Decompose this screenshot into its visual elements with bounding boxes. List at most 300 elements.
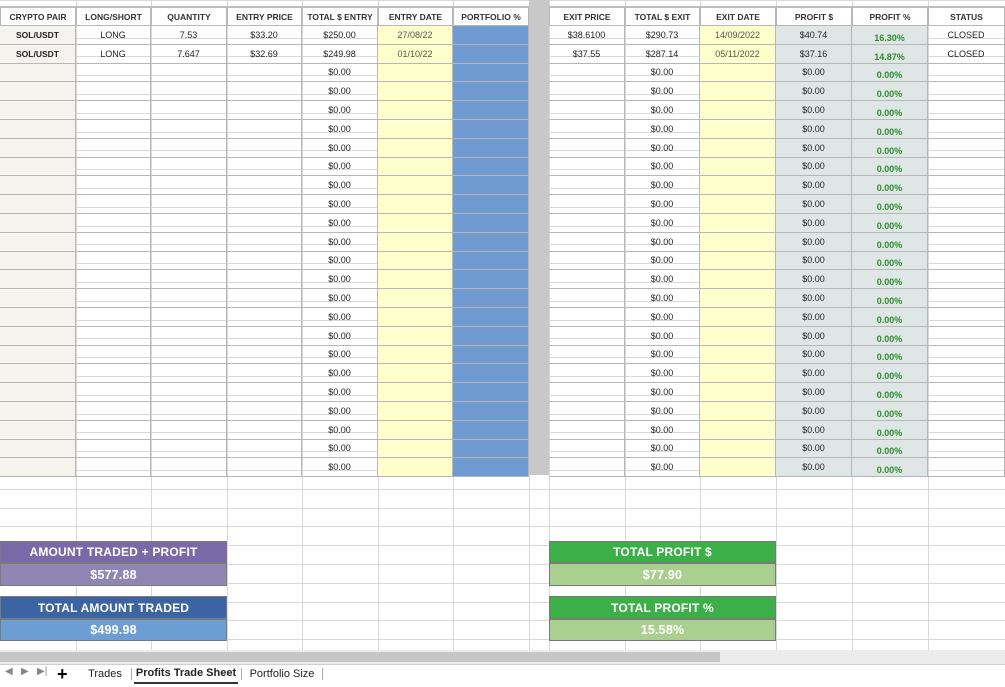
table-cell[interactable] [151,139,227,158]
table-cell[interactable] [928,289,1005,308]
table-cell[interactable]: 0.00% [852,195,928,214]
table-cell[interactable] [700,120,776,139]
table-cell[interactable] [227,383,302,402]
table-cell[interactable] [928,64,1005,83]
table-cell[interactable] [700,421,776,440]
table-cell[interactable]: $0.00 [776,289,852,308]
table-cell[interactable]: 0.00% [852,402,928,421]
table-cell[interactable] [378,64,453,83]
table-cell[interactable]: $0.00 [776,308,852,327]
table-cell[interactable] [453,383,529,402]
table-cell[interactable]: $0.00 [302,440,378,459]
column-header[interactable]: LONG/SHORT [76,6,151,26]
table-cell[interactable]: $0.00 [776,364,852,383]
table-cell[interactable] [151,252,227,271]
table-cell[interactable]: 01/10/22 [378,45,453,64]
table-cell[interactable] [453,364,529,383]
table-cell[interactable] [928,383,1005,402]
table-cell[interactable]: $249.98 [302,45,378,64]
table-cell[interactable] [549,195,625,214]
table-cell[interactable] [76,402,151,421]
table-cell[interactable] [928,346,1005,365]
table-cell[interactable] [227,195,302,214]
table-cell[interactable] [453,458,529,477]
table-cell[interactable] [378,346,453,365]
table-cell[interactable]: 27/08/22 [378,26,453,45]
table-cell[interactable] [227,289,302,308]
table-cell[interactable] [928,176,1005,195]
table-cell[interactable]: $0.00 [302,233,378,252]
table-cell[interactable]: 0.00% [852,289,928,308]
table-cell[interactable]: $0.00 [776,176,852,195]
column-header[interactable]: ENTRY PRICE [227,6,302,26]
table-cell[interactable]: 0.00% [852,440,928,459]
table-cell[interactable] [928,440,1005,459]
column-header[interactable]: EXIT DATE [700,6,776,26]
table-cell[interactable] [549,346,625,365]
column-header[interactable]: STATUS [928,6,1005,26]
table-cell[interactable] [76,82,151,101]
table-cell[interactable] [0,440,76,459]
table-cell[interactable] [378,252,453,271]
table-cell[interactable] [76,176,151,195]
table-cell[interactable] [151,402,227,421]
table-cell[interactable] [378,139,453,158]
table-cell[interactable] [76,158,151,177]
table-cell[interactable] [549,402,625,421]
table-cell[interactable] [227,176,302,195]
table-cell[interactable]: 0.00% [852,364,928,383]
table-cell[interactable]: 0.00% [852,458,928,477]
table-cell[interactable]: 0.00% [852,120,928,139]
table-cell[interactable] [151,308,227,327]
table-cell[interactable]: $0.00 [776,120,852,139]
table-cell[interactable]: 0.00% [852,64,928,83]
table-cell[interactable]: 0.00% [852,327,928,346]
table-cell[interactable] [151,383,227,402]
table-cell[interactable]: LONG [76,45,151,64]
table-cell[interactable]: $0.00 [302,214,378,233]
column-header[interactable]: CRYPTO PAIR [0,6,76,26]
table-cell[interactable] [151,82,227,101]
table-cell[interactable] [453,289,529,308]
table-cell[interactable] [0,64,76,83]
table-cell[interactable]: $0.00 [776,64,852,83]
table-cell[interactable] [151,158,227,177]
table-cell[interactable] [549,364,625,383]
table-cell[interactable]: $0.00 [625,308,700,327]
table-cell[interactable]: $0.00 [302,176,378,195]
table-cell[interactable]: 7.647 [151,45,227,64]
nav-last-icon[interactable]: ▶| [37,666,48,677]
table-cell[interactable] [151,214,227,233]
table-cell[interactable] [549,421,625,440]
table-cell[interactable]: 14.87% [852,45,928,64]
table-cell[interactable] [378,289,453,308]
table-cell[interactable]: $0.00 [625,440,700,459]
table-cell[interactable] [549,233,625,252]
table-cell[interactable]: $0.00 [776,195,852,214]
table-cell[interactable] [227,327,302,346]
table-cell[interactable] [700,214,776,233]
table-cell[interactable]: 0.00% [852,233,928,252]
table-cell[interactable]: $250.00 [302,26,378,45]
table-cell[interactable] [0,327,76,346]
table-cell[interactable]: $0.00 [625,101,700,120]
table-cell[interactable]: $0.00 [302,158,378,177]
table-cell[interactable]: 16.30% [852,26,928,45]
table-cell[interactable] [928,101,1005,120]
table-cell[interactable]: $0.00 [625,383,700,402]
table-cell[interactable]: $0.00 [776,383,852,402]
table-cell[interactable] [700,270,776,289]
table-cell[interactable]: 0.00% [852,82,928,101]
table-cell[interactable]: $0.00 [625,458,700,477]
table-cell[interactable] [549,440,625,459]
table-cell[interactable] [0,383,76,402]
table-cell[interactable] [378,214,453,233]
nav-prev-icon[interactable]: ▶ [21,666,29,677]
table-cell[interactable] [76,233,151,252]
table-cell[interactable]: 0.00% [852,421,928,440]
table-cell[interactable]: $0.00 [776,101,852,120]
table-cell[interactable] [0,158,76,177]
table-cell[interactable] [151,421,227,440]
table-cell[interactable]: $0.00 [302,364,378,383]
table-cell[interactable] [0,233,76,252]
table-cell[interactable] [0,270,76,289]
table-cell[interactable] [378,364,453,383]
table-cell[interactable] [76,289,151,308]
table-cell[interactable] [700,327,776,346]
table-cell[interactable] [378,440,453,459]
table-cell[interactable] [378,327,453,346]
table-cell[interactable] [928,458,1005,477]
table-cell[interactable] [700,158,776,177]
table-cell[interactable]: $0.00 [302,308,378,327]
table-cell[interactable]: 05/11/2022 [700,45,776,64]
table-cell[interactable] [928,139,1005,158]
table-cell[interactable] [928,327,1005,346]
table-cell[interactable] [0,346,76,365]
table-cell[interactable] [700,139,776,158]
table-cell[interactable]: $0.00 [625,120,700,139]
table-cell[interactable] [378,101,453,120]
table-cell[interactable] [549,214,625,233]
table-cell[interactable]: $32.69 [227,45,302,64]
table-cell[interactable]: $287.14 [625,45,700,64]
table-cell[interactable] [76,214,151,233]
table-cell[interactable] [700,64,776,83]
table-cell[interactable] [453,252,529,271]
table-cell[interactable] [453,101,529,120]
table-cell[interactable]: $0.00 [625,346,700,365]
table-cell[interactable] [700,82,776,101]
table-cell[interactable] [0,101,76,120]
table-cell[interactable] [0,458,76,477]
table-cell[interactable] [549,176,625,195]
table-cell[interactable]: CLOSED [928,45,1005,64]
table-cell[interactable] [700,176,776,195]
table-cell[interactable] [76,195,151,214]
table-cell[interactable] [928,158,1005,177]
table-cell[interactable] [76,327,151,346]
table-cell[interactable] [378,120,453,139]
table-cell[interactable] [227,64,302,83]
table-cell[interactable] [378,270,453,289]
table-cell[interactable]: $0.00 [625,289,700,308]
table-cell[interactable] [378,308,453,327]
column-header[interactable]: PORTFOLIO % [453,6,529,26]
table-cell[interactable] [928,82,1005,101]
table-cell[interactable] [227,158,302,177]
table-cell[interactable]: 0.00% [852,270,928,289]
table-cell[interactable]: $0.00 [302,421,378,440]
table-cell[interactable]: $0.00 [776,233,852,252]
table-cell[interactable] [700,289,776,308]
table-cell[interactable] [453,346,529,365]
table-cell[interactable] [549,82,625,101]
table-cell[interactable] [227,120,302,139]
table-cell[interactable] [700,364,776,383]
table-cell[interactable]: 0.00% [852,101,928,120]
table-cell[interactable] [227,402,302,421]
table-cell[interactable] [0,308,76,327]
table-cell[interactable]: $0.00 [776,346,852,365]
table-cell[interactable] [0,176,76,195]
table-cell[interactable] [700,101,776,120]
table-cell[interactable] [76,421,151,440]
table-cell[interactable] [453,327,529,346]
table-cell[interactable] [227,346,302,365]
table-cell[interactable]: $0.00 [302,101,378,120]
table-cell[interactable]: $0.00 [302,383,378,402]
table-cell[interactable]: $0.00 [625,327,700,346]
table-cell[interactable] [378,195,453,214]
tab-profits-trade-sheet[interactable]: Profits Trade Sheet [134,664,238,684]
table-cell[interactable] [227,139,302,158]
table-cell[interactable] [549,458,625,477]
table-cell[interactable]: $290.73 [625,26,700,45]
table-cell[interactable] [0,120,76,139]
table-cell[interactable]: $0.00 [776,458,852,477]
table-cell[interactable] [549,327,625,346]
table-cell[interactable]: $0.00 [302,346,378,365]
table-cell[interactable] [928,233,1005,252]
table-cell[interactable]: $0.00 [302,139,378,158]
table-cell[interactable] [76,383,151,402]
table-cell[interactable]: $0.00 [302,252,378,271]
table-cell[interactable] [928,252,1005,271]
table-cell[interactable] [453,402,529,421]
table-cell[interactable]: $0.00 [302,458,378,477]
table-cell[interactable]: $0.00 [625,195,700,214]
table-cell[interactable] [378,458,453,477]
table-cell[interactable] [700,252,776,271]
table-cell[interactable]: $0.00 [625,214,700,233]
table-cell[interactable] [453,45,529,64]
table-cell[interactable] [549,158,625,177]
table-cell[interactable]: $0.00 [625,158,700,177]
table-cell[interactable]: $0.00 [625,364,700,383]
table-cell[interactable] [700,402,776,421]
column-header[interactable]: ENTRY DATE [378,6,453,26]
table-cell[interactable] [151,120,227,139]
table-cell[interactable]: $0.00 [625,64,700,83]
table-cell[interactable] [151,176,227,195]
table-cell[interactable] [151,346,227,365]
table-cell[interactable] [76,101,151,120]
table-cell[interactable] [453,440,529,459]
table-cell[interactable]: $0.00 [302,402,378,421]
table-cell[interactable] [928,270,1005,289]
table-cell[interactable] [928,421,1005,440]
table-cell[interactable] [151,270,227,289]
table-cell[interactable]: $38.6100 [549,26,625,45]
table-cell[interactable]: $0.00 [302,289,378,308]
tab-portfolio-size[interactable]: Portfolio Size [249,668,315,680]
table-cell[interactable] [151,289,227,308]
table-cell[interactable] [227,440,302,459]
table-cell[interactable] [453,308,529,327]
table-cell[interactable] [227,308,302,327]
table-cell[interactable]: 0.00% [852,308,928,327]
table-cell[interactable] [378,158,453,177]
table-cell[interactable] [227,214,302,233]
table-cell[interactable]: $0.00 [625,421,700,440]
table-cell[interactable]: $0.00 [776,252,852,271]
table-cell[interactable] [378,176,453,195]
table-cell[interactable] [700,195,776,214]
table-cell[interactable] [378,383,453,402]
table-cell[interactable] [227,364,302,383]
table-cell[interactable] [227,270,302,289]
table-cell[interactable] [76,120,151,139]
table-cell[interactable]: $0.00 [776,402,852,421]
table-cell[interactable]: $0.00 [776,327,852,346]
table-cell[interactable]: LONG [76,26,151,45]
table-cell[interactable]: $0.00 [302,120,378,139]
table-cell[interactable] [928,364,1005,383]
table-cell[interactable] [0,82,76,101]
table-cell[interactable]: $0.00 [776,440,852,459]
table-cell[interactable] [227,82,302,101]
table-cell[interactable]: $33.20 [227,26,302,45]
table-cell[interactable] [76,440,151,459]
column-header[interactable]: PROFIT % [852,6,928,26]
table-cell[interactable] [227,252,302,271]
table-cell[interactable]: 0.00% [852,346,928,365]
table-cell[interactable] [549,252,625,271]
table-cell[interactable] [453,176,529,195]
table-cell[interactable] [0,421,76,440]
table-cell[interactable] [76,346,151,365]
table-cell[interactable] [549,383,625,402]
table-cell[interactable] [76,64,151,83]
table-cell[interactable] [453,26,529,45]
table-cell[interactable] [453,139,529,158]
table-cell[interactable] [928,120,1005,139]
table-cell[interactable] [928,308,1005,327]
table-cell[interactable] [700,440,776,459]
table-cell[interactable] [453,421,529,440]
table-cell[interactable] [700,383,776,402]
table-cell[interactable]: $37.55 [549,45,625,64]
table-cell[interactable] [151,101,227,120]
tab-trades[interactable]: Trades [88,668,122,680]
table-cell[interactable] [549,101,625,120]
table-cell[interactable]: $0.00 [625,252,700,271]
column-header[interactable]: TOTAL $ EXIT [625,6,700,26]
table-cell[interactable] [378,402,453,421]
table-cell[interactable] [700,308,776,327]
table-cell[interactable] [700,458,776,477]
table-cell[interactable]: $0.00 [776,270,852,289]
table-cell[interactable] [453,195,529,214]
table-cell[interactable]: $0.00 [302,64,378,83]
table-cell[interactable]: $0.00 [776,421,852,440]
table-cell[interactable] [928,402,1005,421]
horizontal-scrollbar-thumb[interactable] [0,652,720,662]
table-cell[interactable]: 0.00% [852,383,928,402]
table-cell[interactable] [227,421,302,440]
table-cell[interactable] [0,139,76,158]
table-cell[interactable]: 0.00% [852,252,928,271]
table-cell[interactable] [549,270,625,289]
table-cell[interactable] [549,139,625,158]
table-cell[interactable] [453,158,529,177]
table-cell[interactable] [151,64,227,83]
table-cell[interactable] [378,233,453,252]
table-cell[interactable]: $0.00 [625,139,700,158]
table-cell[interactable] [549,308,625,327]
table-cell[interactable] [151,364,227,383]
table-cell[interactable] [151,458,227,477]
table-cell[interactable]: $0.00 [302,327,378,346]
column-header[interactable]: EXIT PRICE [549,6,625,26]
table-cell[interactable] [76,458,151,477]
table-cell[interactable]: $0.00 [776,82,852,101]
table-cell[interactable] [549,289,625,308]
table-cell[interactable] [151,233,227,252]
table-cell[interactable] [0,195,76,214]
table-cell[interactable] [0,364,76,383]
nav-first-icon[interactable]: ◀ [5,666,13,677]
table-cell[interactable] [549,120,625,139]
table-cell[interactable] [0,402,76,421]
table-cell[interactable]: $40.74 [776,26,852,45]
table-cell[interactable] [76,252,151,271]
table-cell[interactable]: $0.00 [302,270,378,289]
table-cell[interactable]: 0.00% [852,139,928,158]
table-cell[interactable]: 7.53 [151,26,227,45]
add-sheet-icon[interactable]: + [57,664,68,684]
table-cell[interactable] [928,195,1005,214]
table-cell[interactable] [453,233,529,252]
table-cell[interactable]: SOL/USDT [0,45,76,64]
table-cell[interactable] [76,270,151,289]
table-cell[interactable] [700,233,776,252]
table-cell[interactable]: 0.00% [852,158,928,177]
column-header[interactable]: QUANTITY [151,6,227,26]
table-cell[interactable]: $0.00 [625,233,700,252]
table-cell[interactable]: 0.00% [852,214,928,233]
table-cell[interactable]: $0.00 [625,82,700,101]
table-cell[interactable]: $37.16 [776,45,852,64]
table-cell[interactable] [928,214,1005,233]
table-cell[interactable] [453,120,529,139]
column-header[interactable]: PROFIT $ [776,6,852,26]
